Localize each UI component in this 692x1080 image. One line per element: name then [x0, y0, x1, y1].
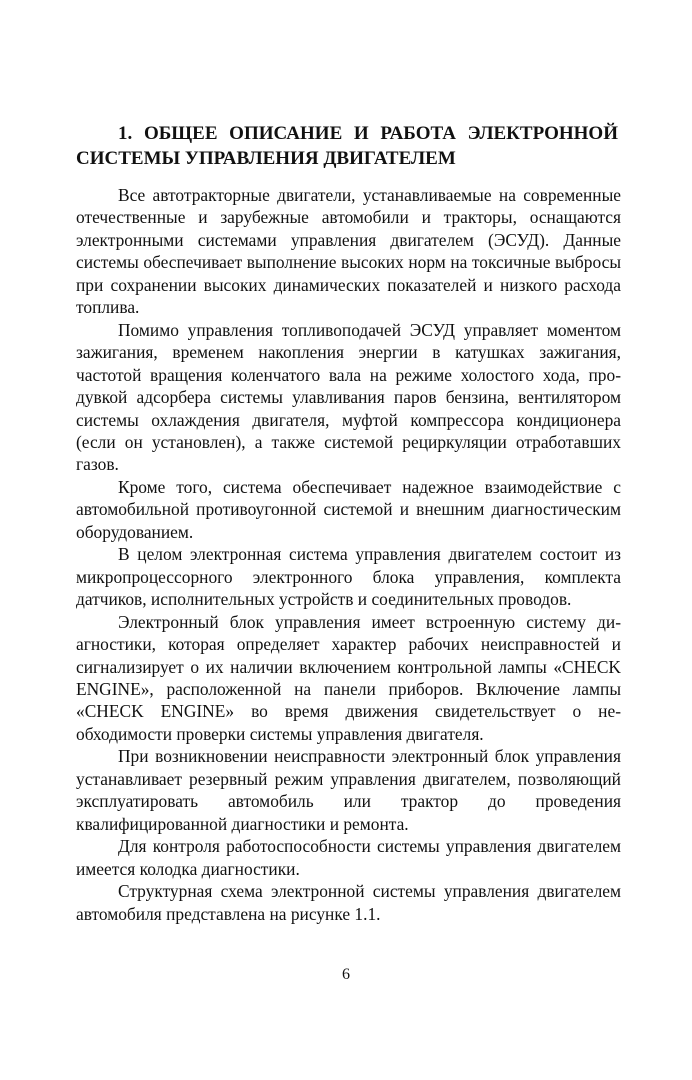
- paragraph-8: Структурная схема электронной системы управления двигателем автомобиля представлена на рисунке 1.1.: [76, 881, 621, 924]
- paragraph-6: При возникновении неисправности электронный блок управления устанавливает резервный режим управления двигателем, позволяющий эксплуатировать автомобиль или трактор до проведения квалифицированной диагностики и ремонта.: [76, 746, 621, 834]
- paragraph-2: Помимо управления топливоподачей ЭСУД управляет моментом зажигания, временем накопления энергии в катушках зажигания, частотой вращения коленчатого вала на режиме холостого хода, продувкой адсорбера системы улавливания паров бензина, вентилятором системы охлаждения двигателя, муфтой компрессора кондиционера (если он установлен), а также системой рециркуляции отработавших газов.: [76, 319, 621, 475]
- paragraph-3: Кроме того, система обеспечивает надежное взаимодействие с автомобильной противоугонной системой и внешним диагностическим оборудованием.: [76, 476, 621, 542]
- paragraph-5: Электронный блок управления имеет встроенную систему диагностики, которая определяет характер рабочих неисправностей и сигнализирует о их наличии включением контрольной лампы «CHECK ENGINE», расположенной на панели приборов. Включение лампы «CHECK ENGINE» во время движения свидетельствует о необходимости проверки системы управления двигателя.: [76, 611, 621, 744]
- paragraph-1: Все автотракторные двигатели, устанавливаемые на современные отечественные и зарубежные автомобили и тракторы, оснащаются электронными системами управления двигателем (ЭСУД). Данные системы обеспечивает выполнение высоких норм на токсичные выбросы при сохранении высоких динамических показателей и низкого расхода топлива.: [76, 185, 621, 318]
- paragraph-7: Для контроля работоспособности системы управления двигателем имеется колодка диагностики.: [76, 836, 621, 879]
- section-number: 1.: [118, 123, 133, 144]
- page-number: 6: [342, 966, 350, 983]
- section-heading: [76, 121, 618, 171]
- section-title: ОБЩЕЕ ОПИСАНИЕ И РАБОТА ЭЛЕКТРОННОЙ СИСТЕМЫ УПРАВЛЕНИЯ ДВИГАТЕЛЕМ: [76, 123, 618, 169]
- body-text: [76, 184, 621, 925]
- paragraph-4: В целом электронная система управления двигателем состоит из микропроцессорного электронного блока управления, комплекта датчиков, исполнительных устройств и соединительных проводов.: [76, 544, 621, 610]
